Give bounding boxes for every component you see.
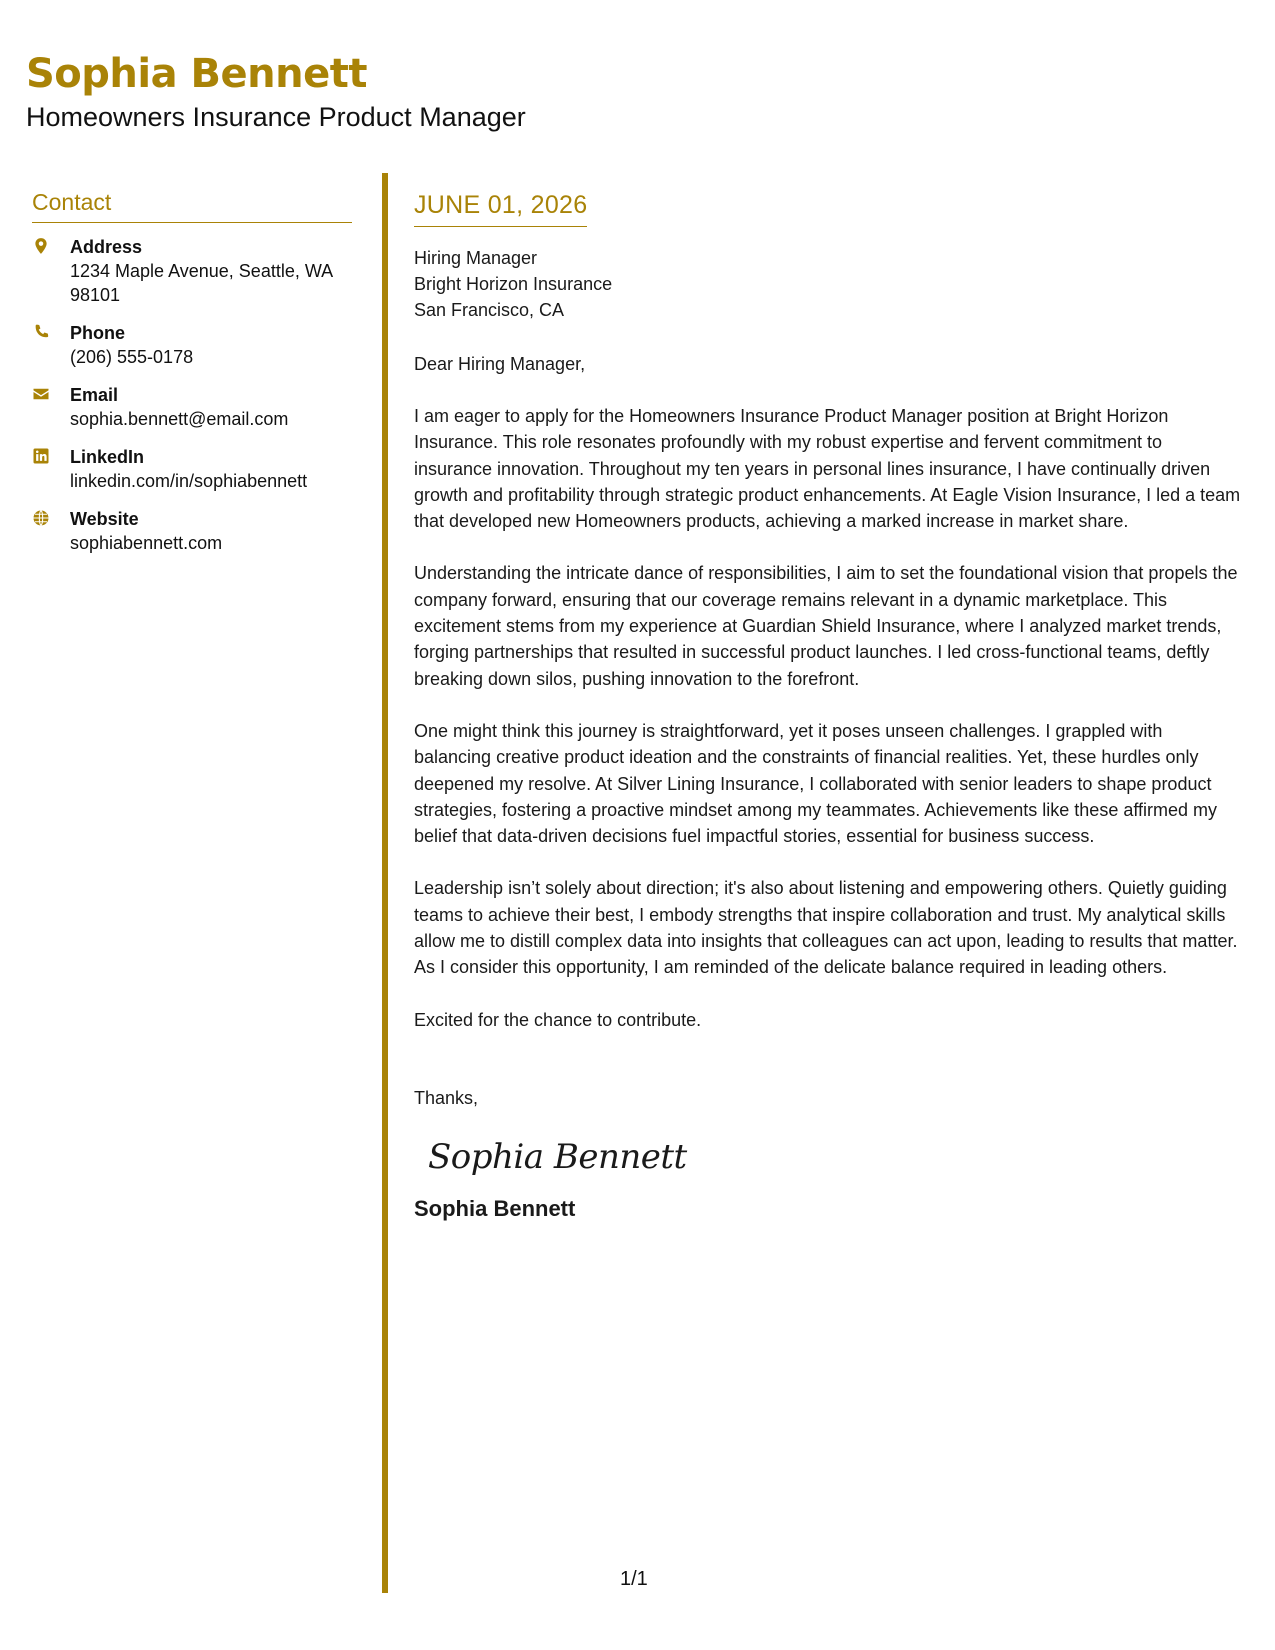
- contact-label: Email: [70, 385, 119, 405]
- contact-item-phone: [32, 321, 352, 369]
- linkedin-icon: [32, 445, 70, 467]
- body-paragraph: Leadership isn’t solely about direction; it's also about listening and empowering others. Quietly guiding teams to achieve their best, I embody strengths that inspire collaboration and trust. My analytical skills allow me to distill complex data into insights that colleagues can act upon, leading to results that matter. As I consider this opportunity, I am reminded of the delicate balance required in leading others.: [414, 878, 1238, 978]
- body-paragraph: I am eager to apply for the Homeowners Insurance Product Manager position at Bright Horizon Insurance. This role resonates profoundly with my robust expertise and fervent commitment to insurance innovation. Throughout my ten years in personal lines insurance, I have continually driven growth and profitability through strategic product enhancements. At Eagle Vision Insurance, I led a team that developed new Homeowners products, achieving a marked increase in market share.: [414, 406, 1241, 532]
- contact-item-email: [32, 383, 352, 431]
- contact-label: Website: [70, 509, 139, 529]
- linkedin-value[interactable]: linkedin.com/in/sophiabennett: [70, 471, 308, 491]
- contact-sidebar: [32, 188, 352, 569]
- handwritten-signature: Sophia Bennett: [428, 1136, 687, 1177]
- job-title: Homeowners Insurance Product Manager: [26, 102, 526, 132]
- recipient-line: San Francisco, CA: [414, 300, 565, 320]
- body-paragraph: Understanding the intricate dance of responsibilities, I aim to set the foundational vision that propels the company forward, ensuring that our coverage remains relevant in a dynamic marketplace. This excitement stems from my experience at Guardian Shield Insurance, where I analyzed market trends, forging partnerships that resulted in successful product launches. I led cross-functional teams, deftly breaking down silos, pushing innovation to the forefront.: [414, 563, 1238, 689]
- signed-name: Sophia Bennett: [414, 1195, 576, 1221]
- envelope-icon: [32, 383, 70, 405]
- email-value[interactable]: sophia.bennett@email.com: [70, 409, 289, 429]
- contact-label: LinkedIn: [70, 447, 145, 467]
- contact-item-address: [32, 235, 352, 307]
- contact-label: Address: [70, 237, 143, 257]
- letter-body: [414, 190, 1244, 1223]
- body-paragraph: One might think this journey is straightforward, yet it poses unseen challenges. I grappled with balancing creative product ideation and the constraints of financial realities. Yet, these hurdles only deepened my resolve. At Silver Lining Insurance, I collaborated with senior leaders to shape product strategies, fostering a proactive mindset among my teammates. Achievements like these affirmed my belief that data-driven decisions fuel impactful stories, essential for business success.: [414, 720, 1218, 847]
- applicant-name: Sophia Bennett: [26, 51, 367, 97]
- contact-heading: Contact: [32, 188, 352, 223]
- address-value: 1234 Maple Avenue, Seattle, WA 98101: [70, 261, 333, 305]
- recipient-block: [414, 245, 1244, 323]
- header: [26, 50, 526, 134]
- map-pin-icon: [32, 235, 70, 257]
- signoff: Thanks,: [414, 1087, 479, 1108]
- letter-date: JUNE 01, 2026: [414, 190, 587, 227]
- globe-icon: [32, 507, 70, 529]
- phone-value[interactable]: (206) 555-0178: [70, 347, 194, 367]
- contact-item-website: [32, 507, 352, 555]
- page-number: 1/1: [620, 1568, 648, 1590]
- contact-label: Phone: [70, 323, 126, 343]
- salutation: Dear Hiring Manager,: [414, 354, 586, 374]
- website-value[interactable]: sophiabennett.com: [70, 533, 223, 553]
- closing-line: Excited for the chance to contribute.: [414, 1009, 702, 1030]
- contact-list: [32, 235, 352, 555]
- contact-item-linkedin: [32, 445, 352, 493]
- phone-icon: [32, 321, 70, 343]
- recipient-line: Hiring Manager: [414, 248, 538, 268]
- column-divider: [382, 173, 388, 1593]
- recipient-line: Bright Horizon Insurance: [414, 274, 613, 294]
